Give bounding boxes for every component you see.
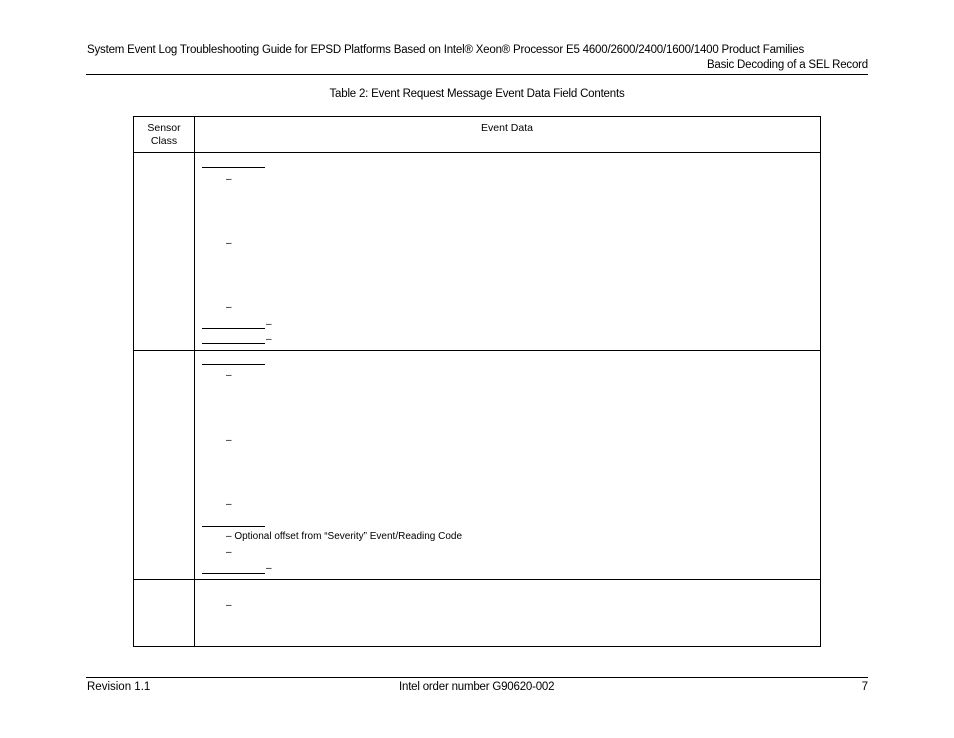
section-title: Basic Decoding of a SEL Record: [706, 59, 868, 71]
table-caption: Table 2: Event Request Message Event Data Field Contents: [329, 88, 625, 100]
row1-dash: –: [226, 174, 232, 185]
page-number: 7: [861, 681, 868, 693]
row-divider-2: [134, 579, 820, 580]
row1-dash: –: [266, 334, 272, 345]
row2-underline-1: [202, 364, 265, 365]
row-divider-1: [134, 350, 820, 351]
order-number: Intel order number G90620-002: [399, 681, 555, 693]
row1-underline-1: [202, 167, 265, 168]
row1-dash: –: [226, 302, 232, 313]
event-data-table: [133, 116, 821, 647]
row1-dash: –: [226, 238, 232, 249]
header-rule: [86, 74, 868, 75]
row2-offset-text: – Optional offset from “Severity” Event/Reading Code: [226, 531, 463, 542]
row2-underline-3: [202, 573, 265, 574]
row3-dash: –: [226, 600, 232, 611]
row2-dash: –: [226, 499, 232, 510]
row1-underline-2: [202, 328, 265, 329]
row2-dash: –: [226, 370, 232, 381]
row2-dash: –: [226, 547, 232, 558]
row2-dash: –: [226, 435, 232, 446]
row2-dash: –: [266, 563, 272, 574]
row1-dash: –: [266, 319, 272, 330]
column-divider: [194, 117, 195, 646]
header-row-divider: [134, 152, 820, 153]
header-sensor-class: Sensor Class: [147, 122, 181, 147]
document-title: System Event Log Troubleshooting Guide for EPSD Platforms Based on Intel® Xeon® Processor E5 4600/2600/2400/1600/1400 Product Families: [87, 44, 804, 56]
header-event-data: Event Data: [481, 122, 533, 134]
row2-underline-2: [202, 526, 265, 527]
row1-underline-3: [202, 343, 265, 344]
revision-label: Revision 1.1: [87, 681, 151, 693]
footer-rule: [86, 677, 868, 678]
